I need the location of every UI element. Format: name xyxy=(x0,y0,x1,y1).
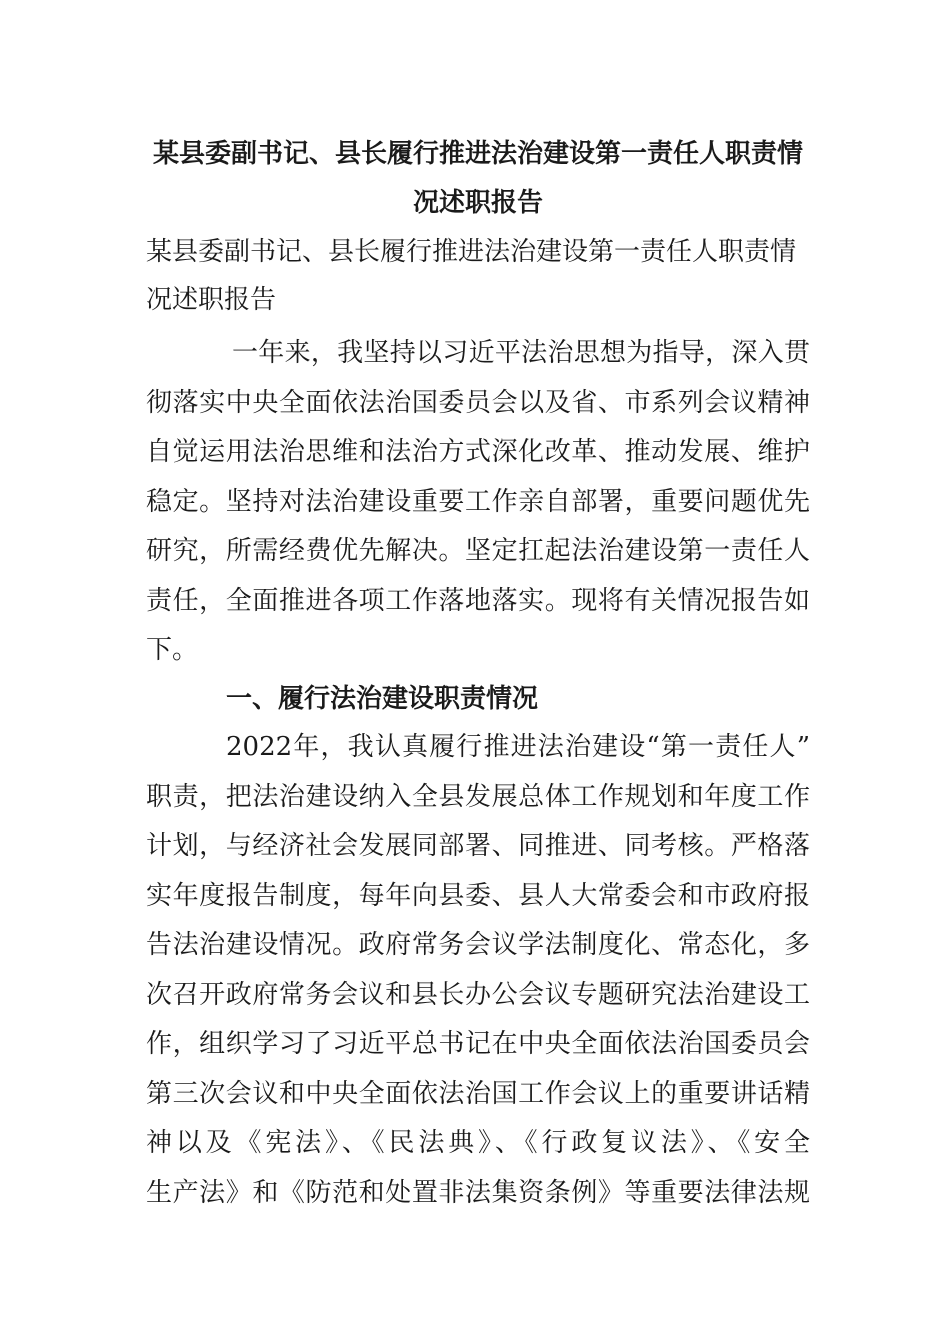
paragraph-line: 计划，与经济社会发展同部署、同推进、同考核。严格落 xyxy=(146,831,810,861)
paragraph-line: 生产法》和《防范和处置非法集资条例》等重要法律法规 xyxy=(146,1177,810,1208)
paragraph-line: 作，组织学习了习近平总书记在中央全面依法治国委员会 xyxy=(146,1029,810,1059)
paragraph-line: 次召开政府常务会议和县长办公会议专题研究法治建设工 xyxy=(146,979,810,1010)
paragraph-line: 2022年，我认真履行推进法治建设“第一责任人” xyxy=(226,732,810,762)
paragraph-line: 神以及《宪法》、《民法典》、《行政复议法》、《安全 xyxy=(146,1128,810,1158)
paragraph-line: 彻落实中央全面依法治国委员会以及省、市系列会议精神 xyxy=(146,387,810,418)
document-title-line-2 xyxy=(146,178,810,228)
paragraph-line: 自觉运用法治思维和法治方式深化改革、推动发展、维护 xyxy=(146,437,810,467)
title-text: 某县委副书记、县长履行推进法治建设第一责任人职责情 xyxy=(152,139,803,169)
document-subtitle-line-1: 某县委副书记、县长履行推进法治建设第一责任人职责情 xyxy=(146,237,797,267)
document-title-line-1 xyxy=(146,129,810,179)
document-subtitle-line-2: 况述职报告 xyxy=(146,285,277,315)
section-heading-1: 一、履行法治建设职责情况 xyxy=(226,684,539,714)
paragraph-line: 研究，所需经费优先解决。坚定扛起法治建设第一责任人 xyxy=(146,536,810,566)
paragraph-line: 第三次会议和中央全面依法治国工作会议上的重要讲话精 xyxy=(146,1078,810,1109)
paragraph-line: 责任，全面推进各项工作落地落实。现将有关情况报告如 xyxy=(146,585,810,616)
paragraph-line: 告法治建设情况。政府常务会议学法制度化、常态化，多 xyxy=(146,930,810,960)
paragraph-intro xyxy=(146,329,810,676)
paragraph-line: 稳定。坚持对法治建设重要工作亲自部署，重要问题优先 xyxy=(146,486,810,517)
title-text: 况述职报告 xyxy=(412,188,543,218)
paragraph-section1 xyxy=(146,723,810,1218)
paragraph-line: 下。 xyxy=(146,635,199,665)
paragraph-line: 职责，把法治建设纳入全县发展总体工作规划和年度工作 xyxy=(146,781,810,812)
paragraph-line: 实年度报告制度，每年向县委、县人大常委会和市政府报 xyxy=(146,880,810,911)
paragraph-line: 一年来，我坚持以习近平法治思想为指导，深入贯 xyxy=(232,338,810,368)
